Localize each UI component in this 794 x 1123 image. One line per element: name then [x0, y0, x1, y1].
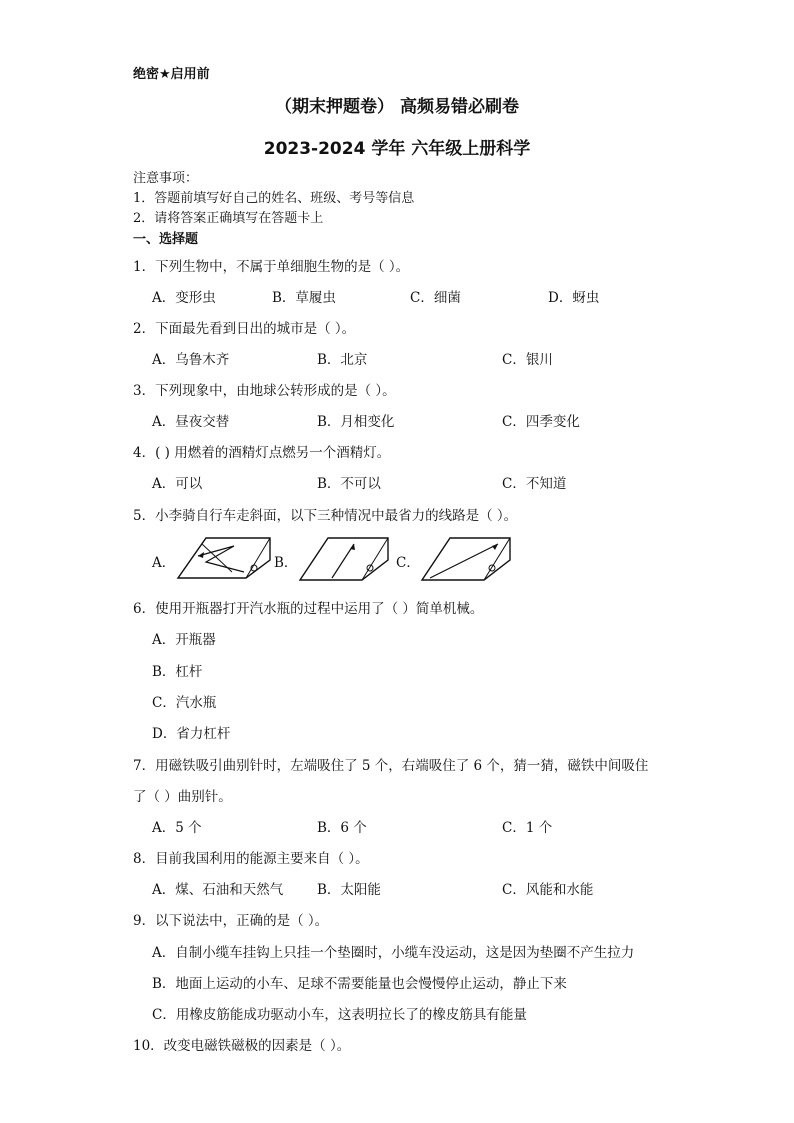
option: A．	[152, 555, 176, 571]
question-5: 5．小李骑自行车走斜面，以下三种情况中最省力的线路是（ ）。	[133, 508, 518, 524]
question-7-cont: 了（ ）曲别针。	[133, 789, 232, 805]
option: B．北京	[317, 352, 368, 368]
option: A．开瓶器	[152, 632, 216, 648]
option: C．	[396, 555, 420, 571]
option: B．6 个	[317, 820, 367, 836]
option: B．太阳能	[317, 882, 381, 898]
question-7: 7．用磁铁吸引曲别针时，左端吸住了 5 个，右端吸住了 6 个，猜一猜，磁铁中间吸住	[133, 758, 649, 774]
question-2: 2．下面最先看到日出的城市是（ ）。	[133, 321, 356, 337]
question-3: 3．下列现象中，由地球公转形成的是（ ）。	[133, 383, 396, 399]
option: A．变形虫	[152, 290, 216, 306]
question-6: 6．使用开瓶器打开汽水瓶的过程中运用了（ ）简单机械。	[133, 601, 484, 617]
note-item: 1．答题前填写好自己的姓名、班级、考号等信息	[133, 191, 415, 206]
option: B．地面上运动的小车、足球不需要能量也会慢慢停止运动，静止下来	[152, 976, 567, 992]
option: B．杠杆	[152, 664, 203, 680]
question-9: 9．以下说法中，正确的是（ ）。	[133, 913, 329, 929]
option: C．不知道	[502, 476, 567, 492]
notes-heading: 注意事项：	[133, 171, 199, 186]
exam-subtitle: 2023-2024 学年 六年级上册科学	[263, 139, 531, 159]
note-item: 2．请将答案正确填写在答题卡上	[133, 211, 324, 226]
option: B．月相变化	[317, 414, 395, 430]
question-10: 10．改变电磁铁磁极的因素是（ ）。	[133, 1038, 351, 1054]
option: B．不可以	[317, 476, 381, 492]
option: C．汽水瓶	[152, 695, 217, 711]
question-8: 8．目前我国利用的能源主要来自（ ）。	[133, 851, 369, 867]
option: C．用橡皮筋能成功驱动小车，这表明拉长了的橡皮筋具有能量	[152, 1007, 527, 1023]
option: C．1 个	[502, 820, 553, 836]
slope-zigzag-figure	[176, 532, 274, 582]
option: A．可以	[152, 476, 203, 492]
slope-straight-figure	[420, 534, 512, 582]
option: C．风能和水能	[502, 882, 594, 898]
option: D．蚜虫	[548, 290, 600, 306]
option: A．5 个	[152, 820, 202, 836]
confidential-mark: 绝密★启用前	[133, 67, 210, 82]
option: A．自制小缆车挂钩上只挂一个垫圈时，小缆车没运动，这是因为垫圈不产生拉力	[152, 945, 635, 961]
option: D．省力杠杆	[152, 726, 231, 742]
exam-title: （期末押题卷） 高频易错必刷卷	[275, 97, 519, 117]
option: A．昼夜交替	[152, 414, 230, 430]
section-heading: 一、选择题	[133, 232, 199, 247]
question-4: 4．( ) 用燃着的酒精灯点燃另一个酒精灯。	[133, 445, 391, 461]
slope-diagonal-figure	[298, 534, 390, 582]
question-1: 1．下列生物中，不属于单细胞生物的是（ ）。	[133, 259, 410, 275]
option: A．乌鲁木齐	[152, 352, 230, 368]
option: A．煤、石油和天然气	[152, 882, 284, 898]
option: B．草履虫	[272, 290, 336, 306]
option: C．四季变化	[502, 414, 580, 430]
option: C．银川	[502, 352, 553, 368]
option: B．	[274, 555, 298, 571]
option: C．细菌	[410, 290, 461, 306]
